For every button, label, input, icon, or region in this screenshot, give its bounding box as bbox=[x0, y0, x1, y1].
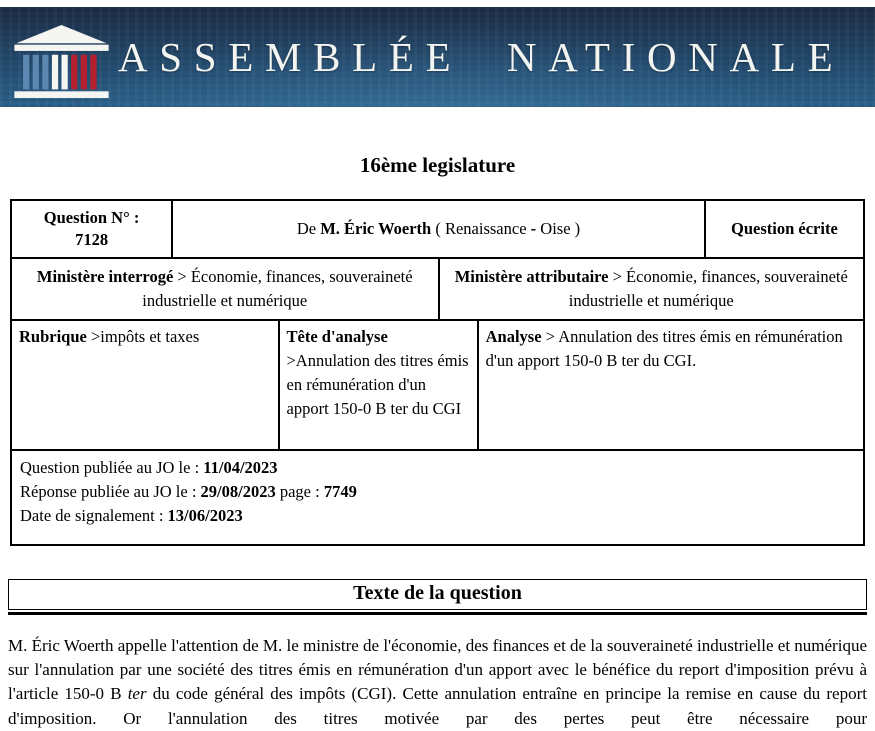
dates-cell bbox=[12, 451, 863, 544]
author-prefix: De bbox=[296, 219, 321, 238]
rubrique-cell bbox=[12, 321, 278, 449]
table-row-dates bbox=[12, 449, 863, 544]
ministry-attributaire-cell bbox=[438, 259, 864, 319]
signalement-line bbox=[20, 504, 855, 528]
analyse-label: Analyse bbox=[485, 327, 542, 346]
question-type-cell bbox=[704, 201, 863, 257]
analyse-cell bbox=[477, 321, 863, 449]
author-name: M. Éric Woerth bbox=[320, 219, 432, 238]
ministry-asked-cell bbox=[12, 259, 438, 319]
signalement-date: 13/06/2023 bbox=[167, 506, 243, 525]
published-line bbox=[20, 456, 855, 480]
banner-title: ASSEMBLÉE NATIONALE bbox=[118, 34, 845, 80]
ministry-asked-text bbox=[26, 265, 424, 313]
answered-label: Réponse publiée au JO le : bbox=[20, 482, 201, 501]
answered-page-value: 7749 bbox=[323, 482, 357, 501]
ministry-attributaire-label: Ministère attributaire bbox=[454, 267, 609, 286]
answered-line bbox=[20, 480, 855, 504]
question-number-cell bbox=[12, 201, 171, 257]
rubrique-value: >impôts et taxes bbox=[86, 327, 200, 346]
tete-analyse-value: >Annulation des titres émis en rémunération d'un apport 150-0 B ter du CGI bbox=[286, 351, 469, 418]
question-text-section-heading: Texte de la question bbox=[8, 579, 867, 610]
author-line bbox=[297, 217, 580, 241]
question-type-label: Question écrite bbox=[731, 219, 838, 238]
author-group-dash: - bbox=[530, 219, 537, 238]
ministry-asked-value: > Économie, finances, souveraineté industrielle et numérique bbox=[142, 267, 413, 310]
analyse-value: > Annulation des titres émis en rémunération d'un apport 150-0 B ter du CGI. bbox=[485, 327, 843, 370]
published-label: Question publiée au JO le : bbox=[20, 458, 204, 477]
question-info-table bbox=[10, 199, 865, 546]
legislature-heading: 16ème legislature bbox=[359, 153, 516, 177]
table-row-identity bbox=[12, 201, 863, 257]
question-text-part2: du code général des impôts (CGI). Cette annulation entraîne en principe la remise en cause du report d'imposition. Or l'annulation des titres motivée par des pertes peut être nécessaire pour bbox=[8, 684, 867, 728]
question-number-label: Question N° : bbox=[43, 208, 140, 227]
table-row-ministries bbox=[12, 257, 863, 319]
assemblee-nationale-logo-icon bbox=[13, 24, 110, 99]
tete-analyse-cell bbox=[278, 321, 477, 449]
author-group-open: ( Renaissance bbox=[431, 219, 531, 238]
answered-page-label: page : bbox=[275, 482, 324, 501]
rubrique-label: Rubrique bbox=[19, 327, 87, 346]
signalement-label: Date de signalement : bbox=[20, 506, 168, 525]
author-group-close: Oise ) bbox=[536, 219, 581, 238]
question-text-part1: M. Éric Woerth appelle l'attention de M. le ministre de l'économie, des finances et de la souveraineté industrielle et numérique sur l'annulation par une société des titres émis en rémunération d'un apport avec le bénéfice du report d'imposition prévu à l'article 150-0 B bbox=[8, 636, 867, 704]
assemblee-nationale-banner bbox=[0, 7, 875, 107]
table-row-analysis bbox=[12, 319, 863, 449]
published-date: 11/04/2023 bbox=[203, 458, 278, 477]
ministry-asked-label: Ministère interrogé bbox=[36, 267, 174, 286]
answered-date: 29/08/2023 bbox=[200, 482, 276, 501]
ministry-attributaire-text bbox=[454, 265, 850, 313]
tete-analyse-label: Tête d'analyse bbox=[286, 327, 388, 346]
ministry-attributaire-value: > Économie, finances, souveraineté industrielle et numérique bbox=[568, 267, 848, 310]
question-text-italic-ter: ter bbox=[127, 684, 147, 704]
question-text-body bbox=[8, 634, 867, 731]
question-number-value: 7128 bbox=[75, 230, 109, 249]
question-author-cell bbox=[171, 201, 704, 257]
question-text-section-rule bbox=[8, 579, 867, 615]
